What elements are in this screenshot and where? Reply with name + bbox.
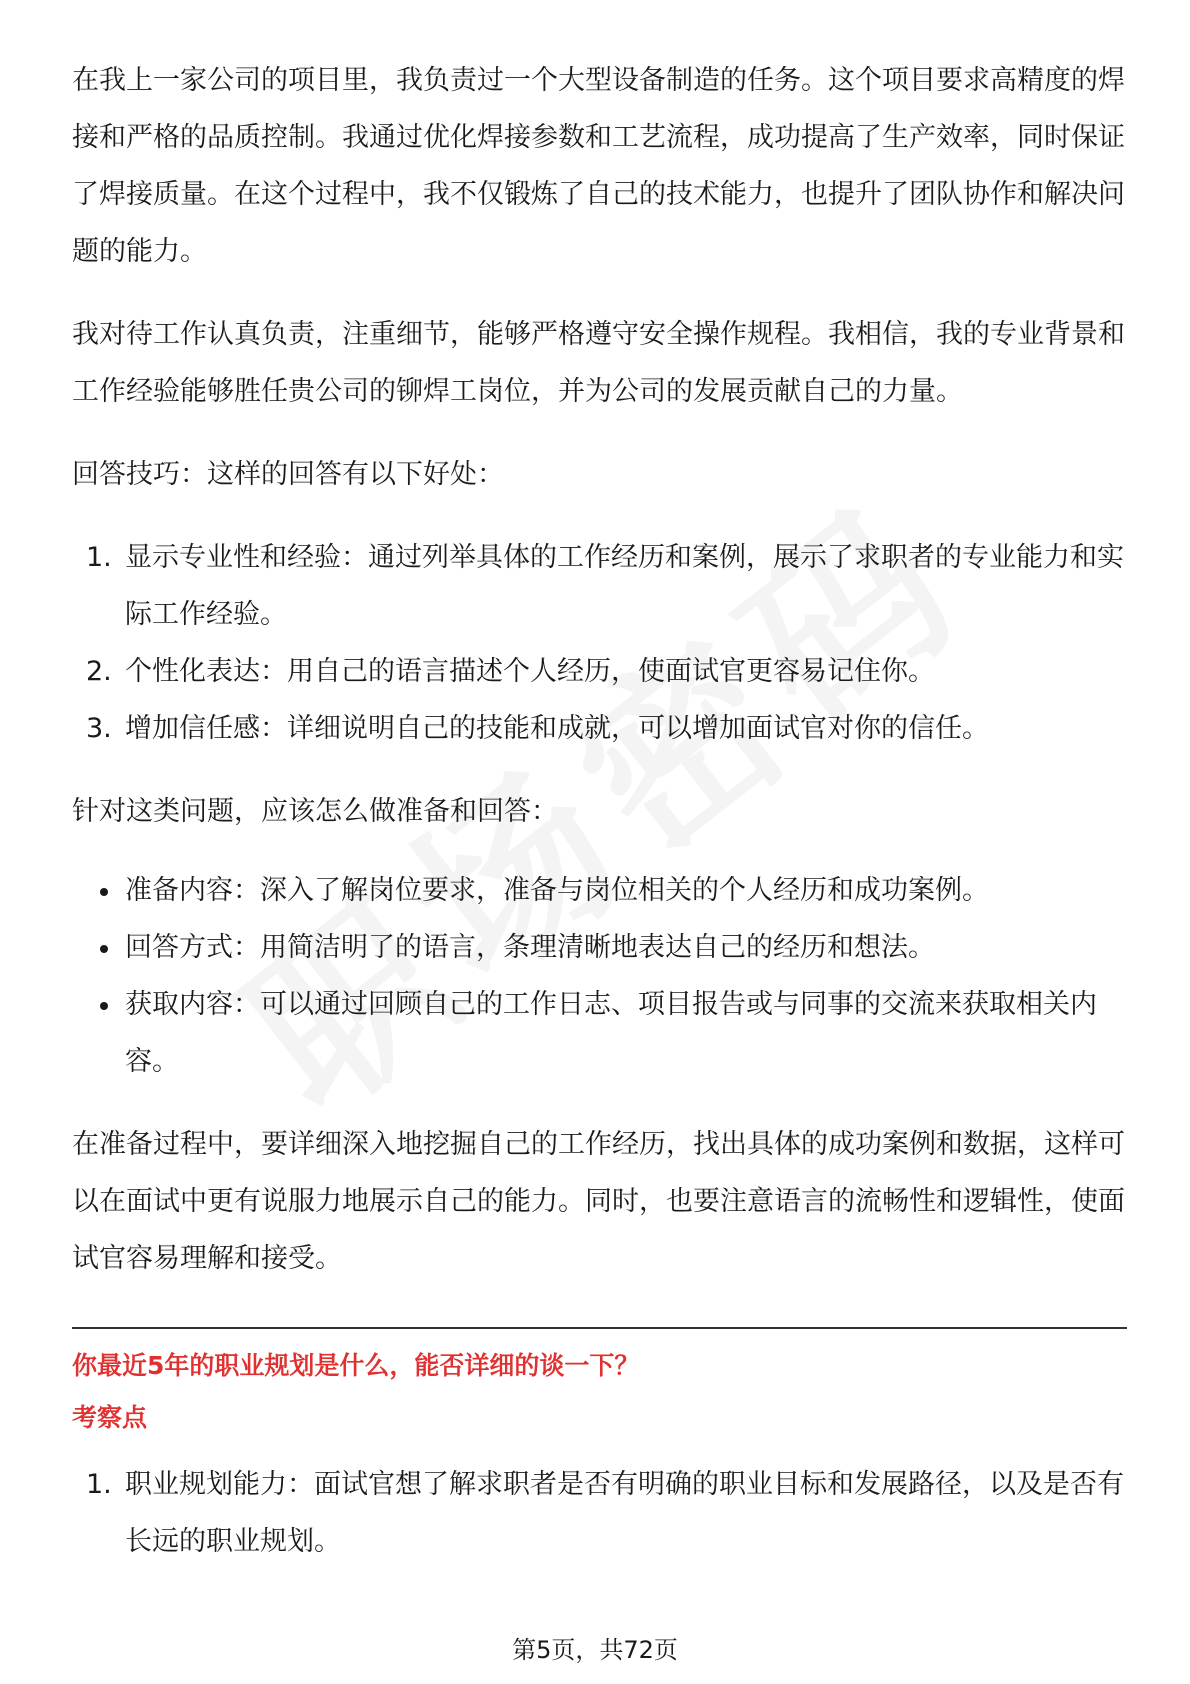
- list-item: [72, 862, 1127, 919]
- list-item: [72, 700, 1127, 757]
- section-divider: [72, 1327, 1127, 1329]
- list-number: 1.: [86, 542, 112, 573]
- tips-list: [72, 529, 1127, 757]
- paragraph-closing: 在准备过程中，要详细深入地挖掘自己的工作经历，找出具体的成功案例和数据，这样可以在面试中更有说服力地展示自己的能力。同时，也要注意语言的流畅性和逻辑性，使面试官容易理解和接受。: [72, 1129, 1125, 1274]
- prep-intro: 针对这类问题，应该怎么做准备和回答：: [72, 796, 558, 827]
- list-item: [72, 643, 1127, 700]
- tips-intro: 回答技巧：这样的回答有以下好处：: [72, 459, 504, 490]
- list-number: 1.: [86, 1469, 112, 1500]
- list-item-text: 显示专业性和经验：通过列举具体的工作经历和案例，展示了求职者的专业能力和实际工作经验。: [125, 542, 1124, 630]
- list-item: [72, 976, 1127, 1090]
- list-item: [72, 1456, 1127, 1570]
- list-item-text: 职业规划能力：面试官想了解求职者是否有明确的职业目标和发展路径，以及是否有长远的职业规划。: [125, 1469, 1124, 1557]
- question-title: 你最近5年的职业规划是什么，能否详细的谈一下？: [72, 1351, 640, 1380]
- bullet-icon: [100, 888, 108, 896]
- bullet-icon: [100, 1002, 108, 1010]
- prep-list: [72, 862, 1127, 1090]
- list-item-text: 个性化表达：用自己的语言描述个人经历，使面试官更容易记住你。: [125, 656, 935, 687]
- bullet-icon: [100, 945, 108, 953]
- page-footer: 第5页，共72页: [512, 1636, 678, 1664]
- list-item: [72, 529, 1127, 643]
- list-item-text: 增加信任感：详细说明自己的技能和成就，可以增加面试官对你的信任。: [125, 713, 989, 744]
- list-number: 3.: [86, 713, 112, 744]
- list-number: 2.: [86, 656, 112, 687]
- points-list: [72, 1456, 1127, 1570]
- paragraph-experience: 在我上一家公司的项目里，我负责过一个大型设备制造的任务。这个项目要求高精度的焊接和严格的品质控制。我通过优化焊接参数和工艺流程，成功提高了生产效率，同时保证了焊接质量。在这个过程中，我不仅锻炼了自己的技术能力，也提升了团队协作和解决问题的能力。: [72, 65, 1125, 267]
- paragraph-attitude: 我对待工作认真负责，注重细节，能够严格遵守安全操作规程。我相信，我的专业背景和工作经验能够胜任贵公司的铆焊工岗位，并为公司的发展贡献自己的力量。: [72, 319, 1125, 407]
- list-item: [72, 919, 1127, 976]
- page-content: [72, 52, 1127, 1570]
- list-item-text: 获取内容：可以通过回顾自己的工作日志、项目报告或与同事的交流来获取相关内容。: [125, 989, 1097, 1077]
- section-heading: 考察点: [72, 1403, 148, 1432]
- list-item-text: 回答方式：用简洁明了的语言，条理清晰地表达自己的经历和想法。: [125, 932, 935, 963]
- list-item-text: 准备内容：深入了解岗位要求，准备与岗位相关的个人经历和成功案例。: [125, 875, 989, 906]
